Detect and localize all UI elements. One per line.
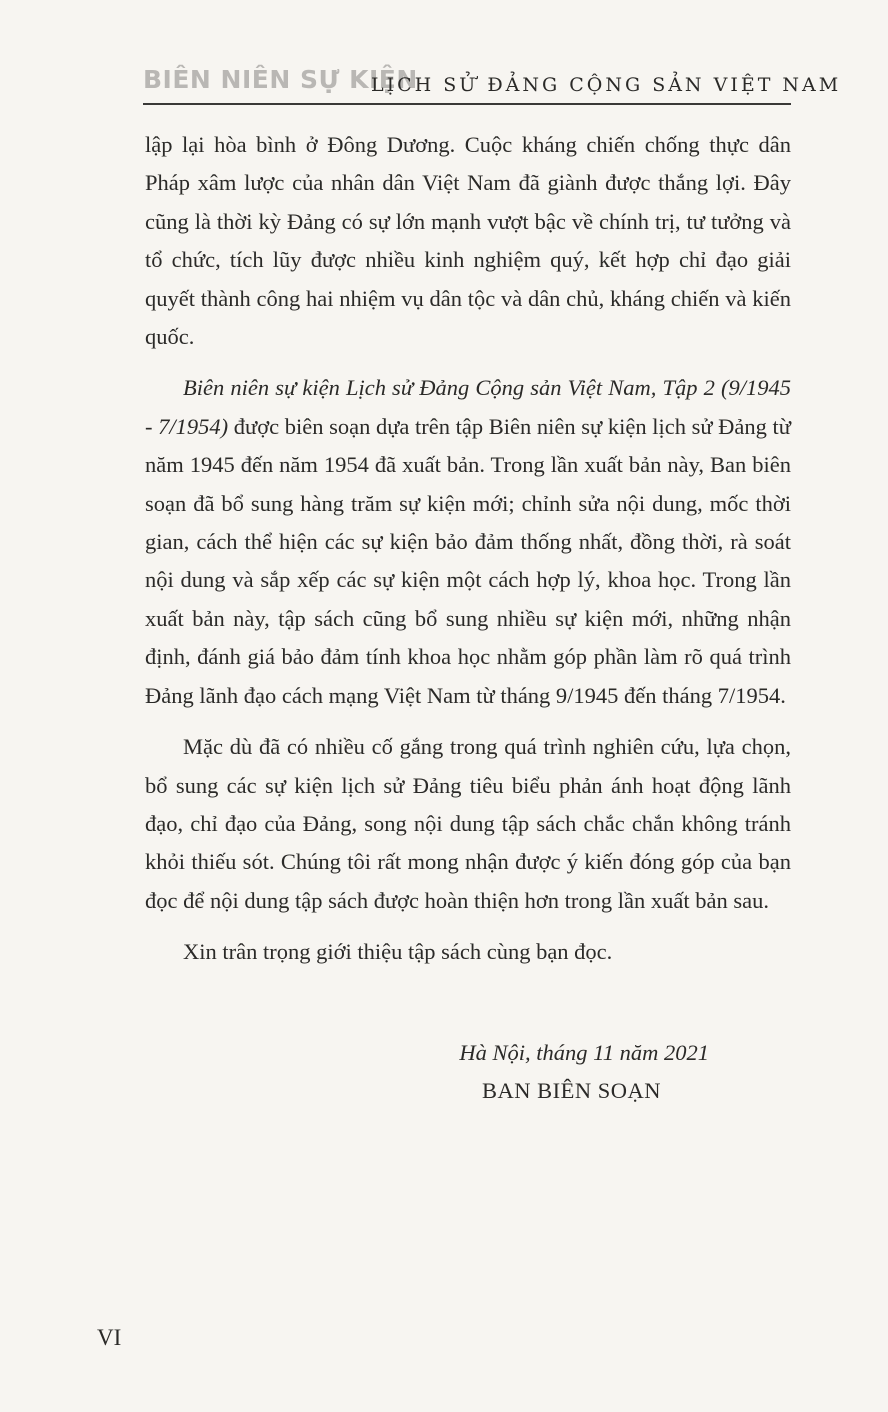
paragraph-3: Mặc dù đã có nhiều cố gắng trong quá trình nghiên cứu, lựa chọn, bổ sung các sự kiện lịch sử Đảng tiêu biểu phản ánh hoạt động lãnh đạo, chỉ đạo của Đảng, song nội dung tập sách chắc chắn không tránh khỏi thiếu sót. Chúng tôi rất mong nhận được ý kiến đóng góp của bạn đọc để nội dung tập sách được hoàn thiện hơn trong lần xuất bản sau. xyxy=(145,734,791,913)
book-title-citation: Biên niên sự kiện Lịch sử Đảng Cộng sản Việt Nam, Tập 2 (9/1945 - 7/1954) xyxy=(145,375,791,439)
book-title: LỊCH SỬ ĐẢNG CỘNG SẢN VIỆT NAM xyxy=(371,74,842,96)
paragraph-2-text: được biên soạn dựa trên tập Biên niên sự kiện lịch sử Đảng từ năm 1945 đến năm 1954 đã xuất bản. Trong lần xuất bản này, Ban biên soạn đã bổ sung hàng trăm sự kiện mới; chỉnh sửa nội dung, mốc thời gian, cách thể hiện các sự kiện bảo đảm thống nhất, đồng thời, rà soát nội dung và sắp xếp các sự kiện một cách hợp lý, khoa học. Trong lần xuất bản này, tập sách cũng bổ sung nhiều sự kiện mới, những nhận định, đánh giá bảo đảm tính khoa học nhằm góp phần làm rõ quá trình Đảng lãnh đạo cách mạng Việt Nam từ tháng 9/1945 đến tháng 7/1954. xyxy=(145,413,791,708)
place-date: Hà Nội, tháng 11 năm 2021 xyxy=(459,1040,709,1065)
editorial-board: BAN BIÊN SOẠN xyxy=(481,1078,661,1103)
paragraph-4: Xin trân trọng giới thiệu tập sách cùng bạn đọc. xyxy=(183,939,613,965)
series-title: BIÊN NIÊN SỰ KIỆN xyxy=(143,65,418,94)
body-text xyxy=(145,126,791,972)
header-rule xyxy=(143,103,791,105)
signoff xyxy=(145,1034,791,1110)
paragraph-2 xyxy=(145,369,791,715)
page-number: VI xyxy=(97,1325,122,1350)
paragraph-1: lập lại hòa bình ở Đông Dương. Cuộc kháng chiến chống thực dân Pháp xâm lược của nhân dân Việt Nam đã giành được thắng lợi. Đây cũng là thời kỳ Đảng có sự lớn mạnh vượt bậc về chính trị, tư tưởng và tổ chức, tích lũy được nhiều kinh nghiệm quý, kết hợp chỉ đạo giải quyết thành công hai nhiệm vụ dân tộc và dân chủ, kháng chiến và kiến quốc. xyxy=(145,132,791,350)
running-header xyxy=(143,62,842,102)
